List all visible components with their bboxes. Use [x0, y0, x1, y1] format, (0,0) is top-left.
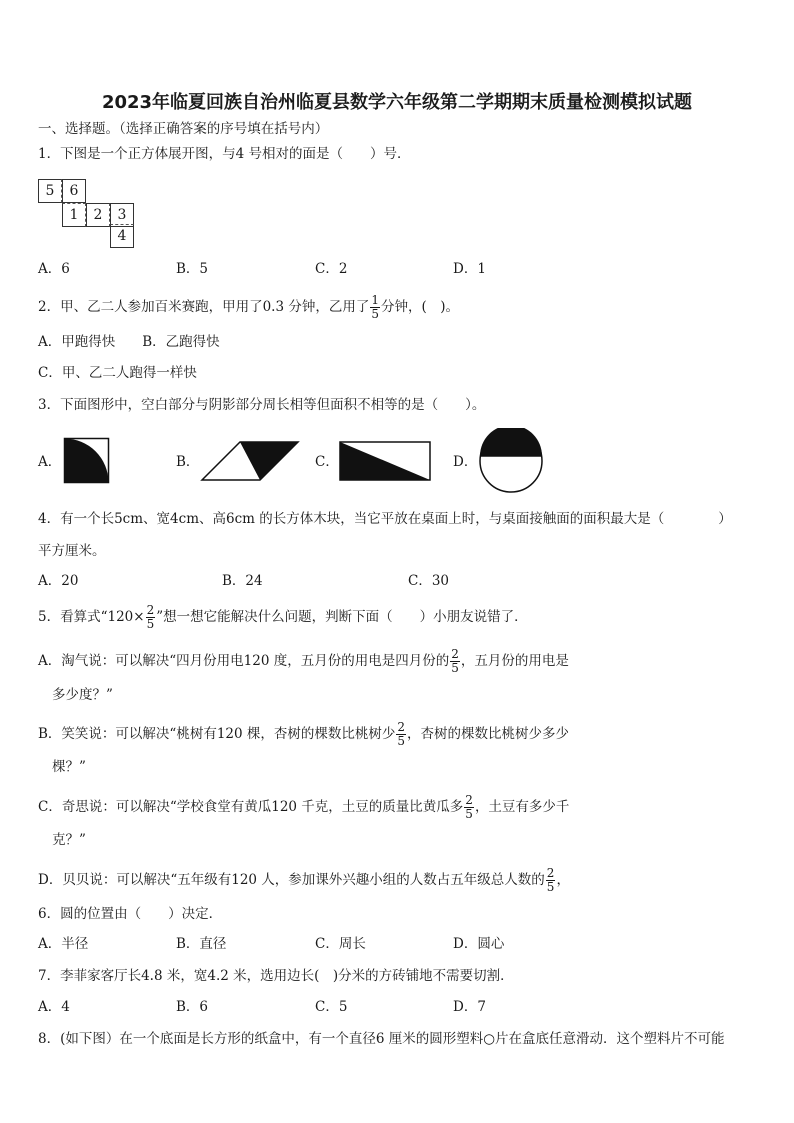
q5-option-b-cont: 棵？” [52, 759, 86, 775]
figure-d-circle [476, 428, 546, 494]
question-5-text: 5．看算式“120× $\frac{2}{5}$ ”想一想它能解决什么问题，判断下面（ ）小朋友说错了． [38, 603, 528, 631]
q5-option-d: D．贝贝说：可以解决“五年级有120 人，参加课外兴趣小组的人数占五年级总人数的 $\frac{2}{5}$ ， [38, 866, 570, 894]
figure-a-quarter-circle [63, 437, 111, 485]
fraction-two-fifths: $\frac{2}{5}$ [546, 866, 555, 894]
net-cell-3: 3 [110, 203, 134, 227]
question-4-text-cont: 平方厘米。 [38, 543, 106, 559]
q1-option-c: C．2 [315, 261, 348, 277]
page-title: 2023年临夏回族自治州临夏县数学六年级第二学期期末质量检测模拟试题 [101, 92, 693, 113]
question-8-text: 8．(如下图）在一个底面是长方形的纸盒中，有一个直径6 厘米的圆形塑料○片在盒底任意滑动．这个塑料片不可能 [38, 1031, 725, 1047]
q3-option-d: D． [453, 454, 478, 470]
q5-option-a: A．淘气说：可以解决“四月份用电120 度，五月份的用电是四月份的 $\frac{2}{5}$ ，五月份的用电是 [38, 647, 569, 675]
fraction-two-fifths: $\frac{2}{5}$ [146, 603, 155, 631]
q5-option-c-cont: 克？” [52, 832, 86, 848]
q5-option-c: C．奇思说：可以解决“学校食堂有黄瓜120 千克，土豆的质量比黄瓜多 $\frac{2}{5}$ ，土豆有多少千 [38, 793, 570, 821]
q7-option-d: D．7 [453, 999, 486, 1015]
figure-b-parallelogram [200, 440, 300, 482]
net-cell-6: 6 [62, 179, 86, 203]
q1-option-a: A．6 [38, 261, 70, 277]
q7-option-b: B．6 [176, 999, 209, 1015]
q5-option-a-cont: 多少度？” [52, 687, 113, 703]
q5-option-b: B．笑笑说：可以解决“桃树有120 棵，杏树的棵数比桃树少 $\frac{2}{5}$ ，杏树的棵数比桃树少多少 [38, 720, 570, 748]
q4-option-c: C．30 [408, 573, 450, 589]
question-3-text: 3．下面图形中，空白部分与阴影部分周长相等但面积不相等的是（ ）。 [38, 397, 486, 413]
q2-option-c: C．甲、乙二人跑得一样快 [38, 365, 197, 381]
fraction-two-fifths: $\frac{2}{5}$ [397, 720, 406, 748]
cube-net-diagram [38, 179, 138, 247]
q1-option-d: D．1 [453, 261, 486, 277]
fraction-two-fifths: $\frac{2}{5}$ [451, 647, 459, 675]
q6-option-b: B．直径 [176, 936, 227, 952]
q3-option-b: B． [176, 454, 200, 470]
question-4-text: 4．有一个长5cm、宽4cm、高6cm 的长方体木块，当它平放在桌面上时，与桌面接触面的面积最大是（ ） [38, 511, 732, 527]
q4-option-a: A．20 [38, 573, 79, 589]
q2-options-ab: A．甲跑得快 B．乙跑得快 [38, 334, 220, 350]
q4-option-b: B．24 [222, 573, 263, 589]
q7-option-a: A．4 [38, 999, 70, 1015]
q3-option-a: A． [38, 454, 62, 470]
question-1-text: 1．下图是一个正方体展开图，与4 号相对的面是（ ）号． [38, 146, 411, 162]
figure-c-rectangle [338, 440, 433, 482]
net-cell-4: 4 [110, 224, 134, 248]
section-heading: 一、选择题。（选择正确答案的序号填在括号内） [38, 121, 329, 137]
q6-option-c: C．周长 [315, 936, 366, 952]
q2-text-b: 分钟，( )。 [381, 299, 460, 315]
q3-option-c: C． [315, 454, 339, 470]
question-6-text: 6．圆的位置由（ ）决定． [38, 906, 223, 922]
question-2-text [38, 294, 459, 321]
question-7-text: 7．李菲家客厅长4.8 米，宽4.2 米，选用边长( )分米的方砖铺地不需要切割． [38, 968, 514, 984]
q1-option-b: B．5 [176, 261, 209, 277]
net-cell-1: 1 [62, 203, 86, 227]
q7-option-c: C．5 [315, 999, 348, 1015]
fraction-one-fifth: $\frac{1}{5}$ [371, 293, 379, 321]
q6-option-d: D．圆心 [453, 936, 505, 952]
net-cell-2: 2 [86, 203, 110, 227]
q2-text-a: 2．甲、乙二人参加百米赛跑，甲用了0.3 分钟，乙用了 [38, 299, 370, 315]
fraction-two-fifths: $\frac{2}{5}$ [465, 793, 473, 821]
q6-option-a: A．半径 [38, 936, 89, 952]
net-cell-5: 5 [38, 179, 62, 203]
